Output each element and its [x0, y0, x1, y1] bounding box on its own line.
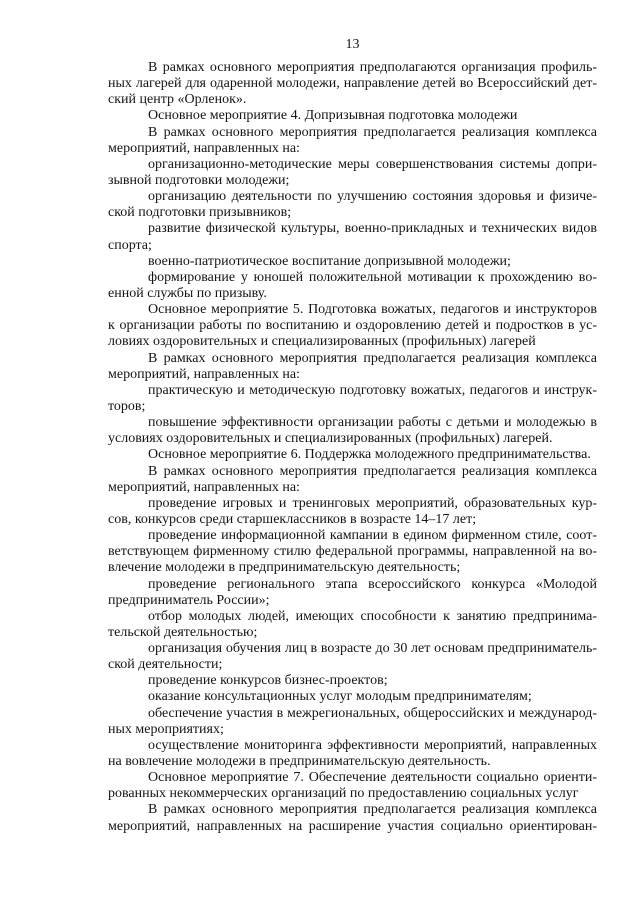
measure-heading [108, 447, 597, 463]
text-line: формирование у юношей положительной мотивации к прохождению во- [148, 269, 597, 285]
list-item [108, 577, 597, 609]
list-item [108, 738, 597, 770]
list-item [108, 157, 597, 189]
text-line: мероприятий, направленных на: [108, 140, 300, 156]
text-line: сов, конкурсов среди старшеклассников в возрасте 14–17 лет; [108, 511, 477, 527]
list-item [108, 221, 597, 253]
list-item [108, 270, 597, 302]
paragraph [108, 351, 597, 383]
text-line: тельской деятельностью; [108, 624, 258, 640]
list-item [108, 254, 597, 270]
text-line: В рамках основного мероприятия предполагается реализация комплекса [148, 124, 597, 140]
text-line: ных мероприятиях; [108, 721, 224, 737]
paragraph [108, 464, 597, 496]
text-line: отбор молодых людей, имеющих способности к занятию предпринима- [148, 608, 597, 624]
text-line: ветствующем фирменному стилю федеральной программы, направленной на во- [108, 544, 597, 560]
measure-heading [108, 302, 597, 350]
text-line: к организации работы по воспитанию и оздоровлению детей и подростков в ус- [108, 318, 597, 334]
text-line: зывной подготовки молодежи; [108, 172, 290, 188]
text-line: спорта; [108, 237, 152, 253]
text-line: ской подготовки призывников; [108, 205, 292, 221]
text-line: Основное мероприятие 5. Подготовка вожатых, педагогов и инструкторов [148, 302, 597, 318]
text-line: проведение регионального этапа всероссийского конкурса «Молодой [148, 576, 597, 592]
list-item [108, 383, 597, 415]
list-item [108, 415, 597, 447]
text-line: осуществление мониторинга эффективности мероприятий, направленных [148, 737, 597, 753]
text-line: военно-патриотическое воспитание допризывной молодежи; [148, 253, 511, 269]
text-line: организацию деятельности по улучшению состояния здоровья и физиче- [148, 189, 597, 205]
text-line: повышение эффективности организации работы с детьми и молодежью в [148, 415, 597, 431]
text-line: ных лагерей для одаренной молодежи, направление детей во Всероссийский дет- [108, 76, 597, 92]
list-item [108, 609, 597, 641]
text-line: мероприятий, направленных на: [108, 366, 300, 382]
text-line: влечение молодежи в предпринимательскую деятельность; [108, 560, 461, 576]
text-line: проведение конкурсов бизнес-проектов; [148, 673, 388, 689]
page-number: 13 [345, 37, 360, 52]
text-line: практическую и методическую подготовку вожатых, педагогов и инструк- [148, 382, 597, 398]
text-line: организация обучения лиц в возрасте до 30 лет основам предприниматель- [148, 641, 597, 657]
text-line: енной службы по призыву. [108, 285, 267, 301]
list-item [108, 641, 597, 673]
text-line: обеспечение участия в межрегиональных, общероссийских и международ- [148, 705, 597, 721]
text-line: Основное мероприятие 7. Обеспечение деятельности социально ориенти- [148, 770, 597, 786]
text-line: предприниматель России»; [108, 592, 270, 608]
list-item [108, 189, 597, 221]
text-line: организационно-методические меры совершенствования системы допри- [148, 156, 597, 172]
text-line: ловиях оздоровительных и специализированных (профильных) лагерей [108, 334, 536, 350]
text-line: ский центр «Орленок». [108, 92, 247, 108]
text-line: В рамках основного мероприятия предполагается реализация комплекса [148, 463, 597, 479]
text-line: оказание консультационных услуг молодым предпринимателям; [148, 689, 532, 705]
text-line: В рамках основного мероприятия предполагается реализация комплекса [148, 350, 597, 366]
text-line: рованных некоммерческих организаций по предоставлению социальных услуг [108, 786, 579, 802]
paragraph [108, 802, 597, 834]
text-line: Основное мероприятие 6. Поддержка молодежного предпринимательства. [148, 447, 591, 463]
paragraph [108, 125, 597, 157]
list-item [108, 528, 597, 576]
measure-heading [108, 770, 597, 802]
list-item [108, 496, 597, 528]
page-body [108, 60, 597, 835]
text-line: условиях оздоровительных и специализированных (профильных) лагерей. [108, 431, 553, 447]
list-item [108, 706, 597, 738]
text-line: ской деятельности; [108, 657, 223, 673]
text-line: проведение информационной кампании в едином фирменном стиле, соот- [148, 528, 597, 544]
text-line: развитие физической культуры, военно-прикладных и технических видов [148, 221, 597, 237]
text-line: Основное мероприятие 4. Допризывная подготовка молодежи [148, 108, 518, 124]
paragraph [108, 60, 597, 108]
text-line: торов; [108, 398, 146, 414]
text-line: мероприятий, направленных на расширение участия социально ориентирован- [108, 818, 597, 834]
list-item [108, 673, 597, 689]
text-line: на вовлечение молодежи в предпринимательскую деятельность. [108, 754, 491, 770]
measure-heading [108, 108, 597, 124]
list-item [108, 689, 597, 705]
text-line: В рамках основного мероприятия предполагаются организация профиль- [148, 60, 597, 75]
text-line: проведение игровых и тренинговых мероприятий, образовательных кур- [148, 495, 597, 511]
text-line: В рамках основного мероприятия предполагается реализация комплекса [148, 802, 597, 818]
text-line: мероприятий, направленных на: [108, 479, 300, 495]
